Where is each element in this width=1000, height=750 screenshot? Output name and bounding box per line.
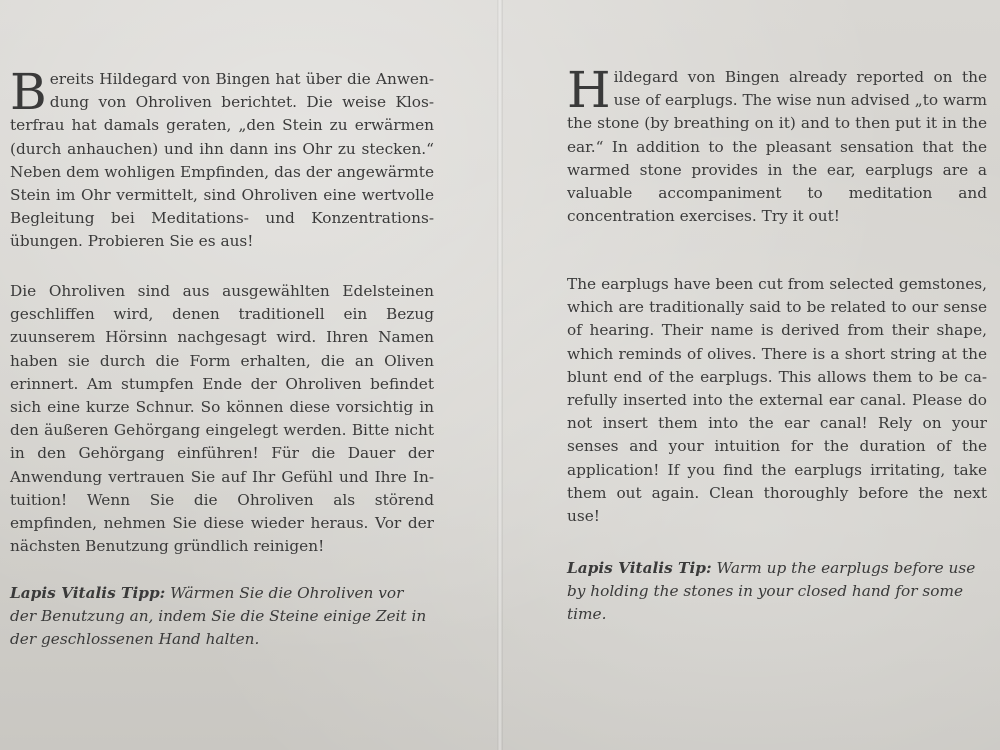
english-intro-text: ildegard von Bingen already reported on the use of earplugs. The wise nun advised „to warm the stone (by breathing on it) and to then put it in the ear.“ In addition to the pleasant sensation that the warmed stone provides in the ear, earplugs are a valuable accompaniment to meditation and concentration exercises. Try it out! [567, 68, 987, 226]
german-tip [10, 582, 434, 652]
english-page [567, 0, 987, 750]
english-tip-text: Warm up the earplugs before use by holding the stones in your closed hand for some time. [567, 559, 976, 624]
german-dropcap: B [10, 63, 47, 121]
english-tip [567, 557, 991, 627]
english-usage-paragraph: The earplugs have been cut from selected gemstones, which are traditionally said to be related to our sense of hearing. Their name is derived from their shape, which reminds of olives. There is a short string at the blunt end of the earplugs. This allows them to be carefully inserted into the external ear canal. Please do not insert them into the ear canal! Rely on your senses and your intuition for the duration of the application! If you find the earplugs irritating, take them out again. Clean thoroughly before the next use! [567, 275, 987, 526]
german-intro-text: ereits Hildegard von Bingen hat über die Anwendung von Ohroliven berichtet. Die weise Klosterfrau hat damals geraten, „den Stein zu erwärmen (durch anhauchen) und ihn dann ins Ohr zu stecken.“ Neben dem wohligen Empfinden, das der angewärmte Stein im Ohr vermittelt, sind Ohroliven eine wertvolle Begleitung bei Meditations- und Konzentrationsübungen. Probieren Sie es aus! [10, 70, 434, 251]
german-usage-paragraph: Die Ohroliven sind aus ausgewählten Edelsteinen geschliffen wird, denen traditionell ein Bezug zuunserem Hörsinn nachgesagt wird. Ihren Namen haben sie durch die Form erhalten, die an Oliven erinnert. Am stumpfen Ende der Ohroliven befindet sich eine kurze Schnur. So können diese vorsichtig in den äußeren Gehörgang eingelegt werden. Bitte nicht in den Gehörgang einführen! Für die Dauer der Anwendung vertrauen Sie auf Ihr Gefühl und Ihre Intuition! Wenn Sie die Ohroliven als störend empfinden, nehmen Sie diese wieder heraus. Vor der nächsten Benutzung gründlich reinigen! [10, 282, 434, 556]
english-dropcap: H [567, 61, 611, 119]
english-intro-paragraph [567, 61, 987, 228]
english-tip-label: Lapis Vitalis Tip: [567, 559, 712, 577]
german-intro-paragraph [10, 63, 434, 254]
german-tip-label: Lapis Vitalis Tipp: [10, 584, 166, 602]
german-tip-text: Wärmen Sie die Ohroliven vor der Benutzung an, indem Sie die Steine einige Zeit in der geschlossenen Hand halten. [10, 584, 427, 649]
page-fold [497, 0, 503, 750]
german-page [10, 0, 434, 750]
